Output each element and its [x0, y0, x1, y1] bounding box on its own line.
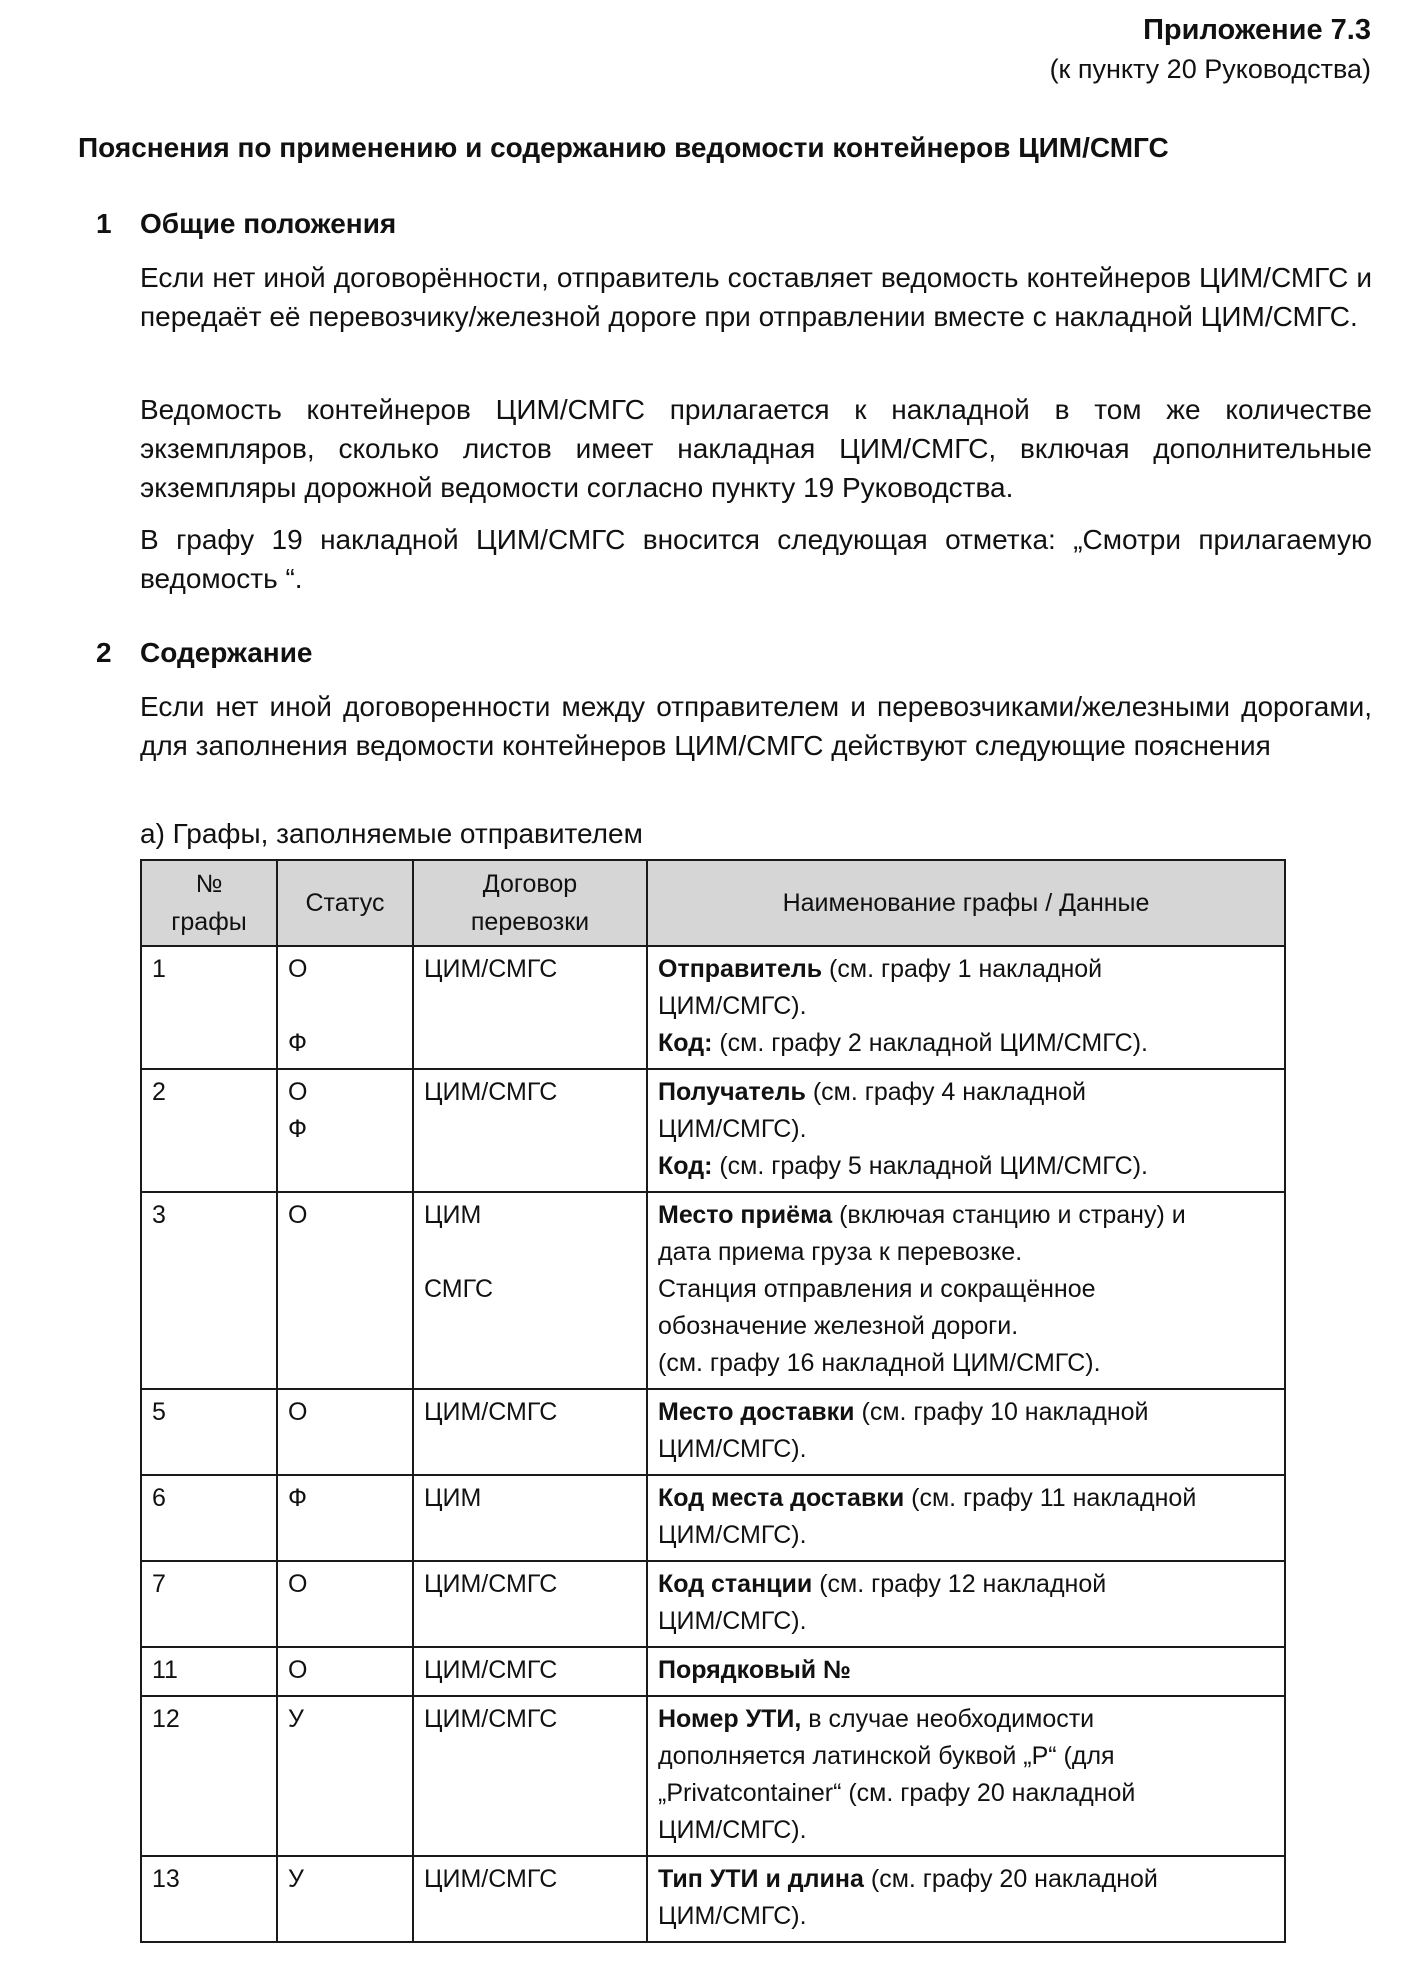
field-description: ЦИМ/СМГС). — [658, 1435, 807, 1463]
cell-line: ЦИМ/СМГС — [424, 1078, 558, 1106]
cell-line — [658, 1652, 1274, 1689]
cell-contract — [413, 1389, 647, 1475]
cell-line: Ф — [288, 1115, 308, 1143]
cell-line: О — [288, 1398, 308, 1426]
field-description: в случае необходимости — [801, 1705, 1095, 1733]
cell-status — [277, 1647, 413, 1696]
fields-table — [140, 859, 1286, 1943]
cell-line: 2 — [152, 1078, 166, 1106]
cell-line — [658, 951, 1274, 988]
table-body — [141, 946, 1285, 1942]
paragraph: В графу 19 накладной ЦИМ/СМГС вносится следующая отметка: „Смотри прилагаемую ведомость “. — [140, 524, 1372, 594]
cell-status — [277, 1475, 413, 1561]
cell-number — [141, 1561, 277, 1647]
cell-number — [141, 1696, 277, 1856]
paragraph: Если нет иной договорённости, отправитель составляет ведомость контейнеров ЦИМ/СМГС и передаёт её перевозчику/железной дороге при отправлении вместе с накладной ЦИМ/СМГС. — [140, 262, 1372, 332]
field-description: ЦИМ/СМГС). — [658, 1607, 807, 1635]
field-name: Код: — [658, 1152, 713, 1180]
table-row — [141, 946, 1285, 1069]
cell-line: 7 — [152, 1570, 166, 1598]
field-description: (см. графу 20 накладной — [863, 1865, 1158, 1893]
cell-line: ЦИМ/СМГС — [424, 1865, 558, 1893]
cell-line — [658, 1603, 1274, 1640]
field-name: Место приёма — [658, 1201, 833, 1229]
field-description: ЦИМ/СМГС). — [658, 992, 807, 1020]
cell-contract — [413, 1647, 647, 1696]
cell-data — [647, 1475, 1285, 1561]
cell-line — [658, 1025, 1274, 1062]
field-description: (см. графу 11 накладной — [904, 1484, 1197, 1512]
cell-line: У — [288, 1865, 304, 1893]
cell-line — [658, 1234, 1274, 1271]
subheading: а) Графы, заполняемые отправителем — [140, 818, 643, 849]
cell-line — [658, 1861, 1274, 1898]
field-description: дата приема груза к перевозке. — [658, 1238, 1023, 1266]
table-row — [141, 1856, 1285, 1942]
field-name: Код станции — [658, 1570, 813, 1598]
cell-status — [277, 1696, 413, 1856]
table-row — [141, 1696, 1285, 1856]
cell-number — [141, 1475, 277, 1561]
section-title: Содержание — [140, 637, 313, 668]
table-row — [141, 1647, 1285, 1696]
cell-status — [277, 946, 413, 1069]
table-row — [141, 1561, 1285, 1647]
cell-line: ЦИМ/СМГС — [424, 1656, 558, 1684]
field-name: Код: — [658, 1029, 713, 1057]
field-description: (см. графу 16 накладной ЦИМ/СМГС). — [658, 1349, 1101, 1377]
cell-line: 5 — [152, 1398, 166, 1426]
field-description: (см. графу 5 накладной ЦИМ/СМГС). — [712, 1152, 1148, 1180]
cell-data — [647, 946, 1285, 1069]
cell-line: О — [288, 1570, 308, 1598]
field-description: (см. графу 2 накладной ЦИМ/СМГС). — [712, 1029, 1148, 1057]
cell-line: О — [288, 1201, 308, 1229]
cell-line: Ф — [288, 1484, 308, 1512]
cell-number — [141, 946, 277, 1069]
section-number: 2 — [96, 637, 112, 668]
cell-line: 13 — [152, 1865, 180, 1893]
cell-line: ЦИМ/СМГС — [424, 1705, 558, 1733]
section-number: 1 — [96, 208, 112, 239]
field-description: ЦИМ/СМГС). — [658, 1521, 807, 1549]
column-header-contract: Договор перевозки — [413, 860, 647, 946]
table-row — [141, 1389, 1285, 1475]
field-description: дополняется латинской буквой „P“ (для — [658, 1742, 1115, 1770]
field-name: Отправитель — [658, 955, 823, 983]
cell-line: Ф — [288, 1029, 308, 1057]
page-title: Пояснения по применению и содержанию ведомости контейнеров ЦИМ/СМГС — [78, 132, 1169, 163]
cell-line: ЦИМ — [424, 1484, 482, 1512]
cell-data — [647, 1561, 1285, 1647]
cell-contract — [413, 1475, 647, 1561]
field-name: Место доставки — [658, 1398, 855, 1426]
cell-contract — [413, 1069, 647, 1192]
field-description: (включая станцию и страну) и — [832, 1201, 1186, 1229]
field-description: (см. графу 1 накладной — [822, 955, 1103, 983]
cell-line — [658, 1197, 1274, 1234]
field-description: ЦИМ/СМГС). — [658, 1816, 807, 1844]
cell-contract — [413, 1856, 647, 1942]
field-name: Получатель — [658, 1078, 806, 1106]
field-name: Номер УТИ, — [658, 1705, 802, 1733]
field-description: Станция отправления и сокращённое — [658, 1275, 1096, 1303]
field-description: (см. графу 12 накладной — [812, 1570, 1107, 1598]
cell-line — [658, 1566, 1274, 1603]
cell-line — [658, 1074, 1274, 1111]
cell-line — [658, 1431, 1274, 1468]
cell-contract — [413, 1561, 647, 1647]
cell-line: ЦИМ/СМГС — [424, 1398, 558, 1426]
cell-line: О — [288, 955, 308, 983]
cell-line: О — [288, 1656, 308, 1684]
cell-status — [277, 1069, 413, 1192]
cell-number — [141, 1069, 277, 1192]
cell-line: ЦИМ/СМГС — [424, 1570, 558, 1598]
field-name: Порядковый № — [658, 1656, 851, 1684]
cell-data — [647, 1192, 1285, 1389]
cell-line — [658, 1308, 1274, 1345]
cell-line — [658, 1480, 1274, 1517]
cell-line — [288, 988, 402, 1025]
cell-contract — [413, 946, 647, 1069]
cell-data — [647, 1647, 1285, 1696]
cell-number — [141, 1192, 277, 1389]
cell-status — [277, 1192, 413, 1389]
field-description: „Privatcontainer“ (см. графу 20 накладной — [658, 1779, 1136, 1807]
cell-contract — [413, 1696, 647, 1856]
field-description: обозначение железной дороги. — [658, 1312, 1019, 1340]
table-row — [141, 1069, 1285, 1192]
cell-data — [647, 1696, 1285, 1856]
field-description: (см. графу 10 накладной — [854, 1398, 1149, 1426]
paragraph: Ведомость контейнеров ЦИМ/СМГС прилагается к накладной в том же количестве экземпляров, сколько листов имеет накладная ЦИМ/СМГС, включая дополнительные экземпляры дорожной ведомости согласно пункту 19 Руководства. — [140, 394, 1372, 503]
cell-line — [658, 988, 1274, 1025]
section-2-heading — [96, 637, 696, 673]
field-description: ЦИМ/СМГС). — [658, 1115, 807, 1143]
cell-number — [141, 1647, 277, 1696]
cell-line — [658, 1701, 1274, 1738]
cell-line — [424, 1234, 636, 1271]
table-row — [141, 1192, 1285, 1389]
cell-line: 11 — [152, 1656, 178, 1684]
cell-line: У — [288, 1705, 304, 1733]
cell-line: 1 — [152, 955, 166, 983]
cell-line — [658, 1898, 1274, 1935]
cell-line: ЦИМ/СМГС — [424, 955, 558, 983]
column-header-number: № графы — [141, 860, 277, 946]
cell-line: СМГС — [424, 1275, 494, 1303]
cell-status — [277, 1561, 413, 1647]
section-1-heading — [96, 208, 696, 244]
appendix-reference: (к пункту 20 Руководства) — [1049, 54, 1371, 84]
field-description: ЦИМ/СМГС). — [658, 1902, 807, 1930]
cell-line — [658, 1812, 1274, 1849]
cell-line — [658, 1394, 1274, 1431]
appendix-label: Приложение 7.3 — [1143, 14, 1371, 46]
field-name: Код места доставки — [658, 1484, 905, 1512]
cell-line — [658, 1775, 1274, 1812]
column-header-status: Статус — [277, 860, 413, 946]
cell-status — [277, 1856, 413, 1942]
cell-line: ЦИМ — [424, 1201, 482, 1229]
section-title: Общие положения — [140, 208, 397, 239]
cell-number — [141, 1856, 277, 1942]
cell-line — [658, 1345, 1274, 1382]
field-name: Тип УТИ и длина — [658, 1865, 864, 1893]
cell-data — [647, 1069, 1285, 1192]
cell-line — [658, 1111, 1274, 1148]
cell-line: 3 — [152, 1201, 166, 1229]
cell-line — [658, 1148, 1274, 1185]
cell-contract — [413, 1192, 647, 1389]
cell-status — [277, 1389, 413, 1475]
cell-line: 12 — [152, 1705, 180, 1733]
table-header-row — [141, 860, 1285, 946]
cell-line — [658, 1271, 1274, 1308]
field-description: (см. графу 4 накладной — [805, 1078, 1086, 1106]
cell-number — [141, 1389, 277, 1475]
table-row — [141, 1475, 1285, 1561]
cell-line — [658, 1738, 1274, 1775]
cell-data — [647, 1856, 1285, 1942]
cell-line: О — [288, 1078, 308, 1106]
paragraph: Если нет иной договоренности между отправителем и перевозчиками/железными дорогами, для заполнения ведомости контейнеров ЦИМ/СМГС действуют следующие пояснения — [140, 691, 1372, 761]
cell-line: 6 — [152, 1484, 166, 1512]
cell-line — [658, 1517, 1274, 1554]
cell-data — [647, 1389, 1285, 1475]
column-header-data: Наименование графы / Данные — [647, 860, 1285, 946]
